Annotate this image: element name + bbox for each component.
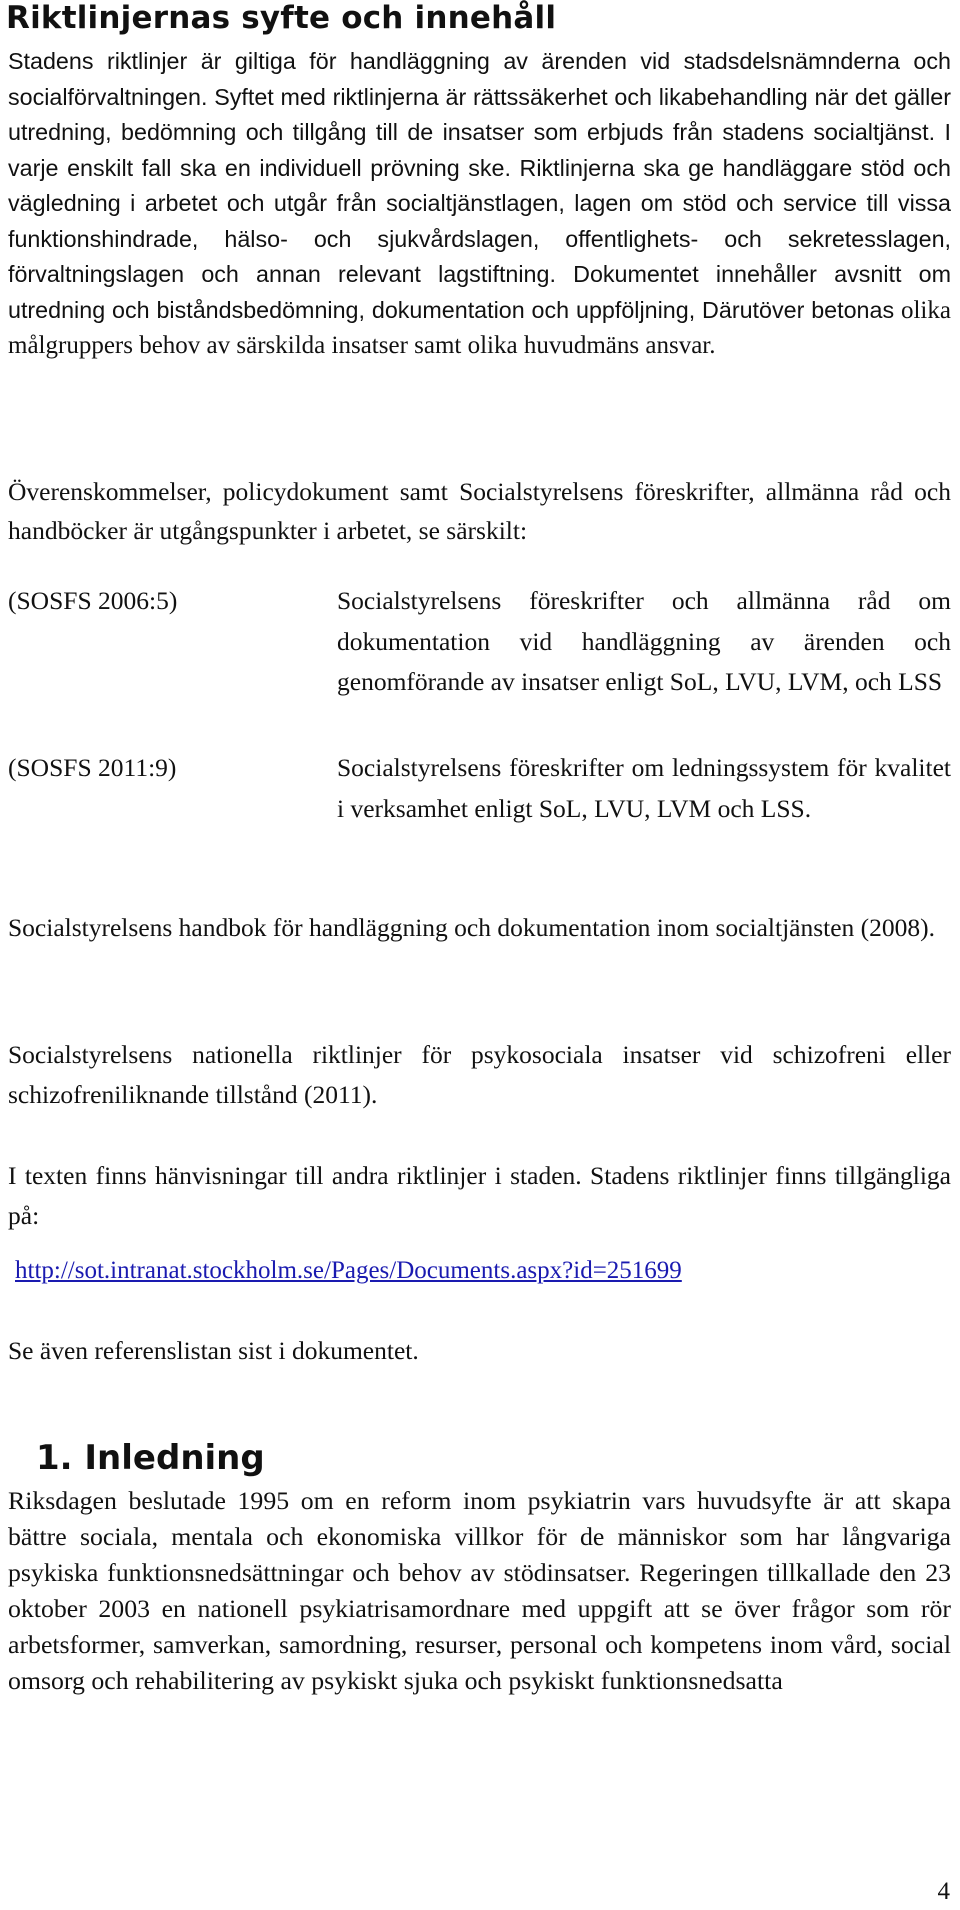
- section-heading-purpose: Riktlinjernas syfte och innehåll: [6, 0, 557, 36]
- page-number: 4: [937, 1878, 950, 1905]
- section-heading-intro: 1. Inledning: [36, 1438, 265, 1478]
- guidelines-link[interactable]: http://sot.intranat.stockholm.se/Pages/Documents.aspx?id=251699: [15, 1257, 682, 1284]
- purpose-paragraph: [8, 44, 951, 364]
- handbook-paragraph: Socialstyrelsens handbok för handläggning och dokumentation inom socialtjänsten (2008).: [8, 913, 936, 942]
- reference-code: (SOSFS 2011:9): [8, 753, 177, 782]
- reference-code: (SOSFS 2006:5): [8, 586, 178, 615]
- national-guidelines-paragraph: Socialstyrelsens nationella riktlinjer för psykosociala insatser vid schizofreni eller schizofreniliknande tillstånd (2011).: [8, 1040, 951, 1109]
- purpose-paragraph-tail: olika målgruppers behov av särskilda insatser samt olika huvudmäns ansvar.: [8, 296, 951, 359]
- purpose-paragraph-main: Stadens riktlinjer är giltiga för handläggning av ärenden vid stadsdelsnämnderna och socialförvaltningen. Syftet med riktlinjerna är rättssäkerhet och likabehandling när det gäller utredning, bedömning och tillgång till de insatser som erbjuds från stadens socialtjänst. I varje enskilt fall ska en individuell prövning ske. Riktlinjerna ska ge handläggare stöd och vägledning i arbetet och utgår från socialtjänstlagen, lagen om stöd och service till vissa funktionshindrade, hälso- och sjukvårdslagen, offentlighets- och sekretesslagen, förvaltningslagen och annan relevant lagstiftning. Dokumentet innehåller avsnitt om utredning och biståndsbedömning, dokumentation och uppföljning, Därutöver betonas: [8, 48, 951, 323]
- intro-paragraph: Riksdagen beslutade 1995 om en reform inom psykiatrin vars huvudsyfte är att skapa bättre sociala, mentala och ekonomiska villkor för de människor som har långvariga psykiska funktionsnedsättningar och behov av stödinsatser. Regeringen tillkallade den 23 oktober 2003 en nationell psykiatrisamordnare med uppgift att se över frågor som rör arbetsformer, samverkan, samordning, resurser, personal och kompetens inom vård, social omsorg och rehabilitering av psykiskt sjuka och psykiskt funktionsnedsatta: [8, 1486, 951, 1695]
- agreements-paragraph: Överenskommelser, policydokument samt Socialstyrelsens föreskrifter, allmänna råd och handböcker är utgångspunkter i arbetet, se särskilt:: [8, 477, 951, 545]
- see-also-paragraph: Se även referenslistan sist i dokumentet.: [8, 1336, 419, 1365]
- reference-description: Socialstyrelsens föreskrifter och allmänna råd om dokumentation vid handläggning av ärenden och genomförande av insatser enligt SoL, LVU, LVM, och LSS: [337, 586, 951, 696]
- reference-description: Socialstyrelsens föreskrifter om ledningssystem för kvalitet i verksamhet enligt SoL, LVU, LVM och LSS.: [337, 753, 951, 823]
- other-guidelines-paragraph: I texten finns hänvisningar till andra riktlinjer i staden. Stadens riktlinjer finns tillgängliga på:: [8, 1161, 951, 1230]
